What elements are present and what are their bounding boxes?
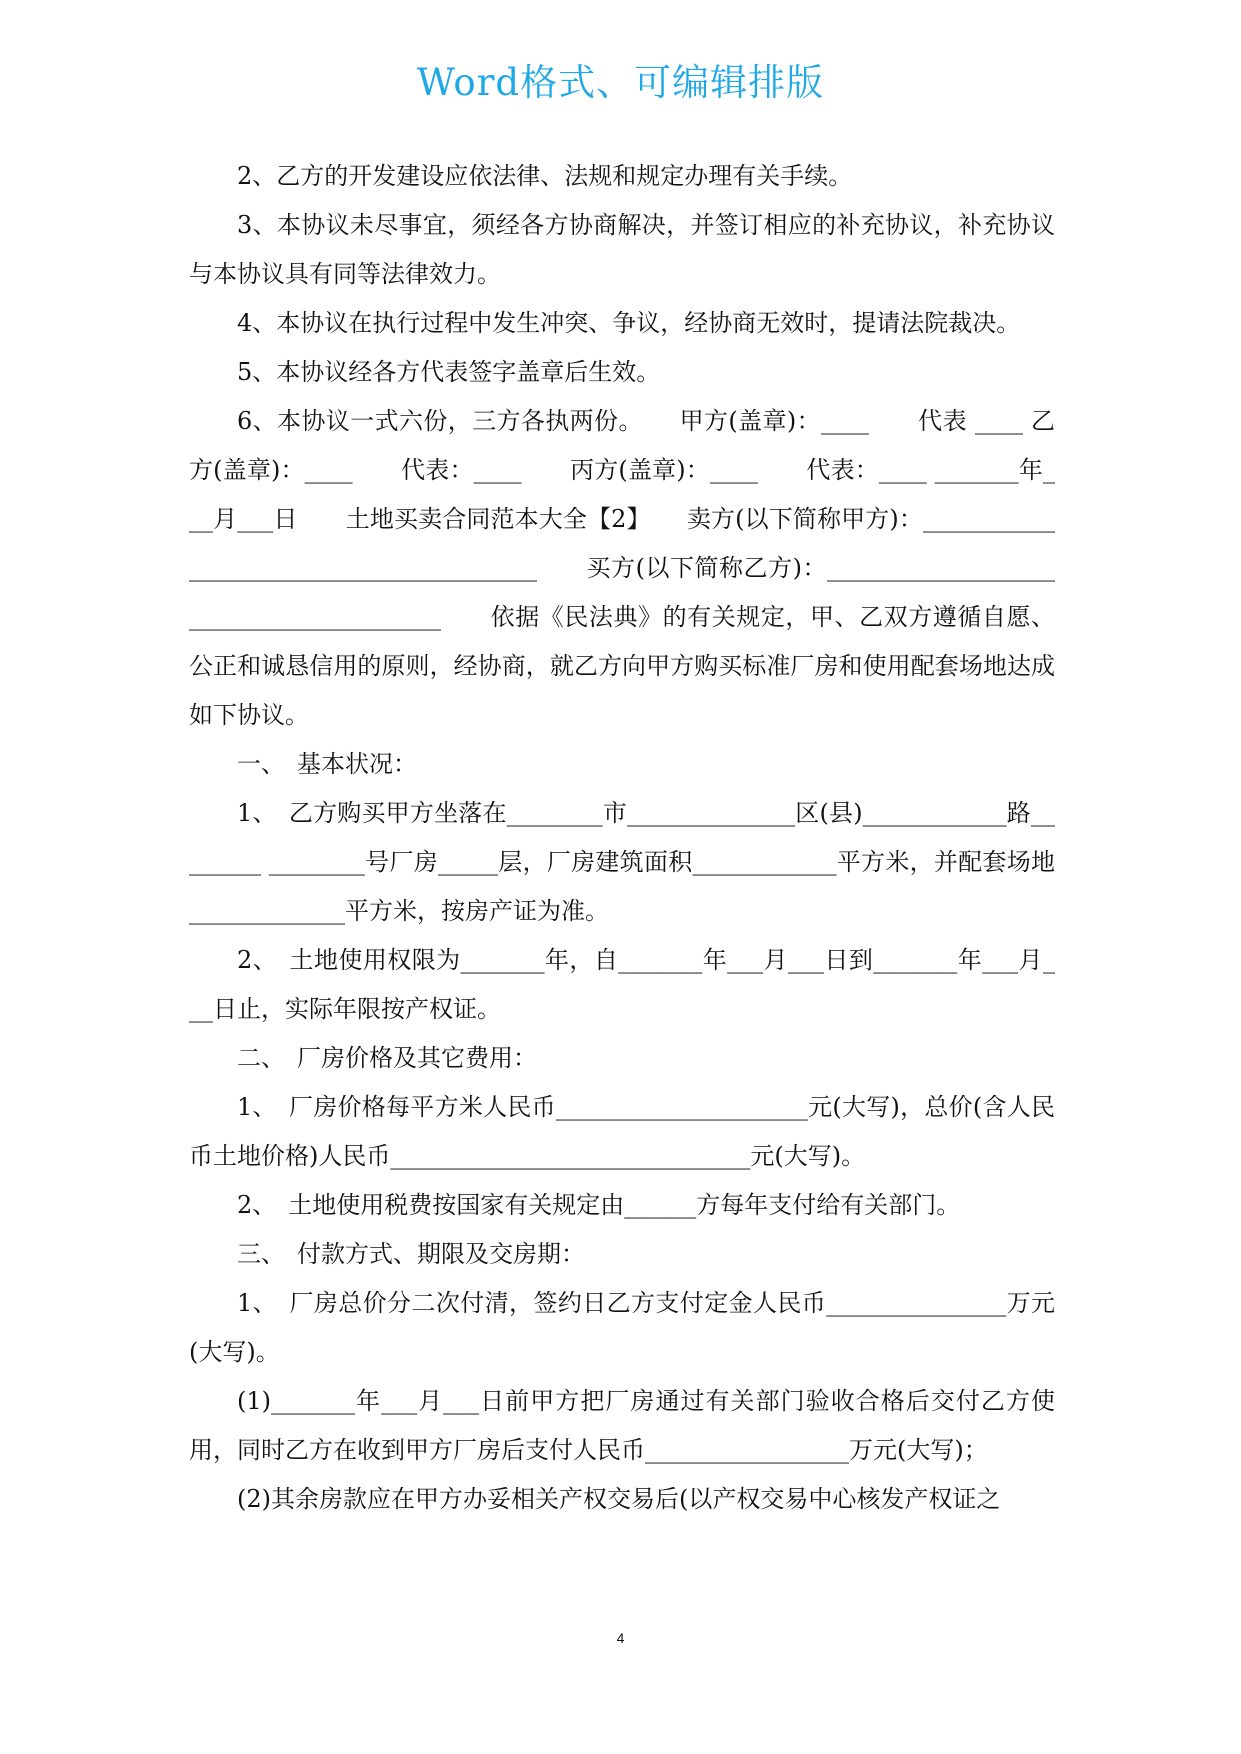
section-heading-basic-situation: 一、 基本状况： xyxy=(237,750,417,778)
clause-paragraph: 1、 厂房总价分二次付清，签约日乙方支付定金人民币_______________万元(大写)。 xyxy=(189,1289,1055,1366)
clause-paragraph: 2、 土地使用税费按国家有关规定由______方每年支付给有关部门。 xyxy=(237,1191,961,1219)
clause-paragraph: 2、乙方的开发建设应依法律、法规和规定办理有关手续。 xyxy=(237,162,853,190)
clause-paragraph: 2、 土地使用权限为_______年，自_______年___月___日到_______年___月___日止，实际年限按产权证。 xyxy=(189,946,1055,1023)
document-body xyxy=(189,152,1055,1524)
clause-paragraph: 1、 厂房价格每平方米人民币_____________________元(大写)，总价(含人民币土地价格)人民币______________________________元(大写)。 xyxy=(189,1093,1055,1170)
clause-paragraph: 3、本协议未尽事宜，须经各方协商解决，并签订相应的补充协议，补充协议与本协议具有同等法律效力。 xyxy=(189,211,1055,288)
section-heading-price: 二、 厂房价格及其它费用： xyxy=(237,1044,537,1072)
clause-paragraph: 5、本协议经各方代表签字盖章后生效。 xyxy=(237,358,661,386)
signature-and-contract-intro-paragraph: 6、本协议一式六份，三方各执两份。 甲方(盖章)：____ 代表 ____ 乙方(盖章)：____ 代表：____ 丙方(盖章)：____ 代表：____ _______年___月___日 土地买卖合同范本大全【2】 卖方(以下简称甲方)：________________________________________ 买方(以下简称乙方)：________________________________________ 依据《民法典》的有关规定，甲、乙双方遵循自愿、公正和诚恳信用的原则，经协商，就乙方向甲方购买标准厂房和使用配套场地达成如下协议。 xyxy=(189,407,1055,729)
page-number: 4 xyxy=(616,1630,625,1646)
section-heading-payment: 三、 付款方式、期限及交房期： xyxy=(237,1240,585,1268)
document-header-title: Word格式、可编辑排版 xyxy=(416,61,825,104)
clause-paragraph: 4、本协议在执行过程中发生冲突、争议，经协商无效时，提请法院裁决。 xyxy=(237,309,1021,337)
clause-paragraph: (1)_______年___月___日前甲方把厂房通过有关部门验收合格后交付乙方使用，同时乙方在收到甲方厂房后支付人民币_________________万元(大写)； xyxy=(189,1387,1055,1464)
clause-paragraph: 1、 乙方购买甲方坐落在________市______________区(县)____________路________ ________号厂房_____层，厂房建筑面积____________平方米，并配套场地_____________平方米，按房产证为准。 xyxy=(189,799,1055,925)
clause-paragraph: (2)其余房款应在甲方办妥相关产权交易后(以产权交易中心核发产权证之 xyxy=(237,1485,1001,1513)
